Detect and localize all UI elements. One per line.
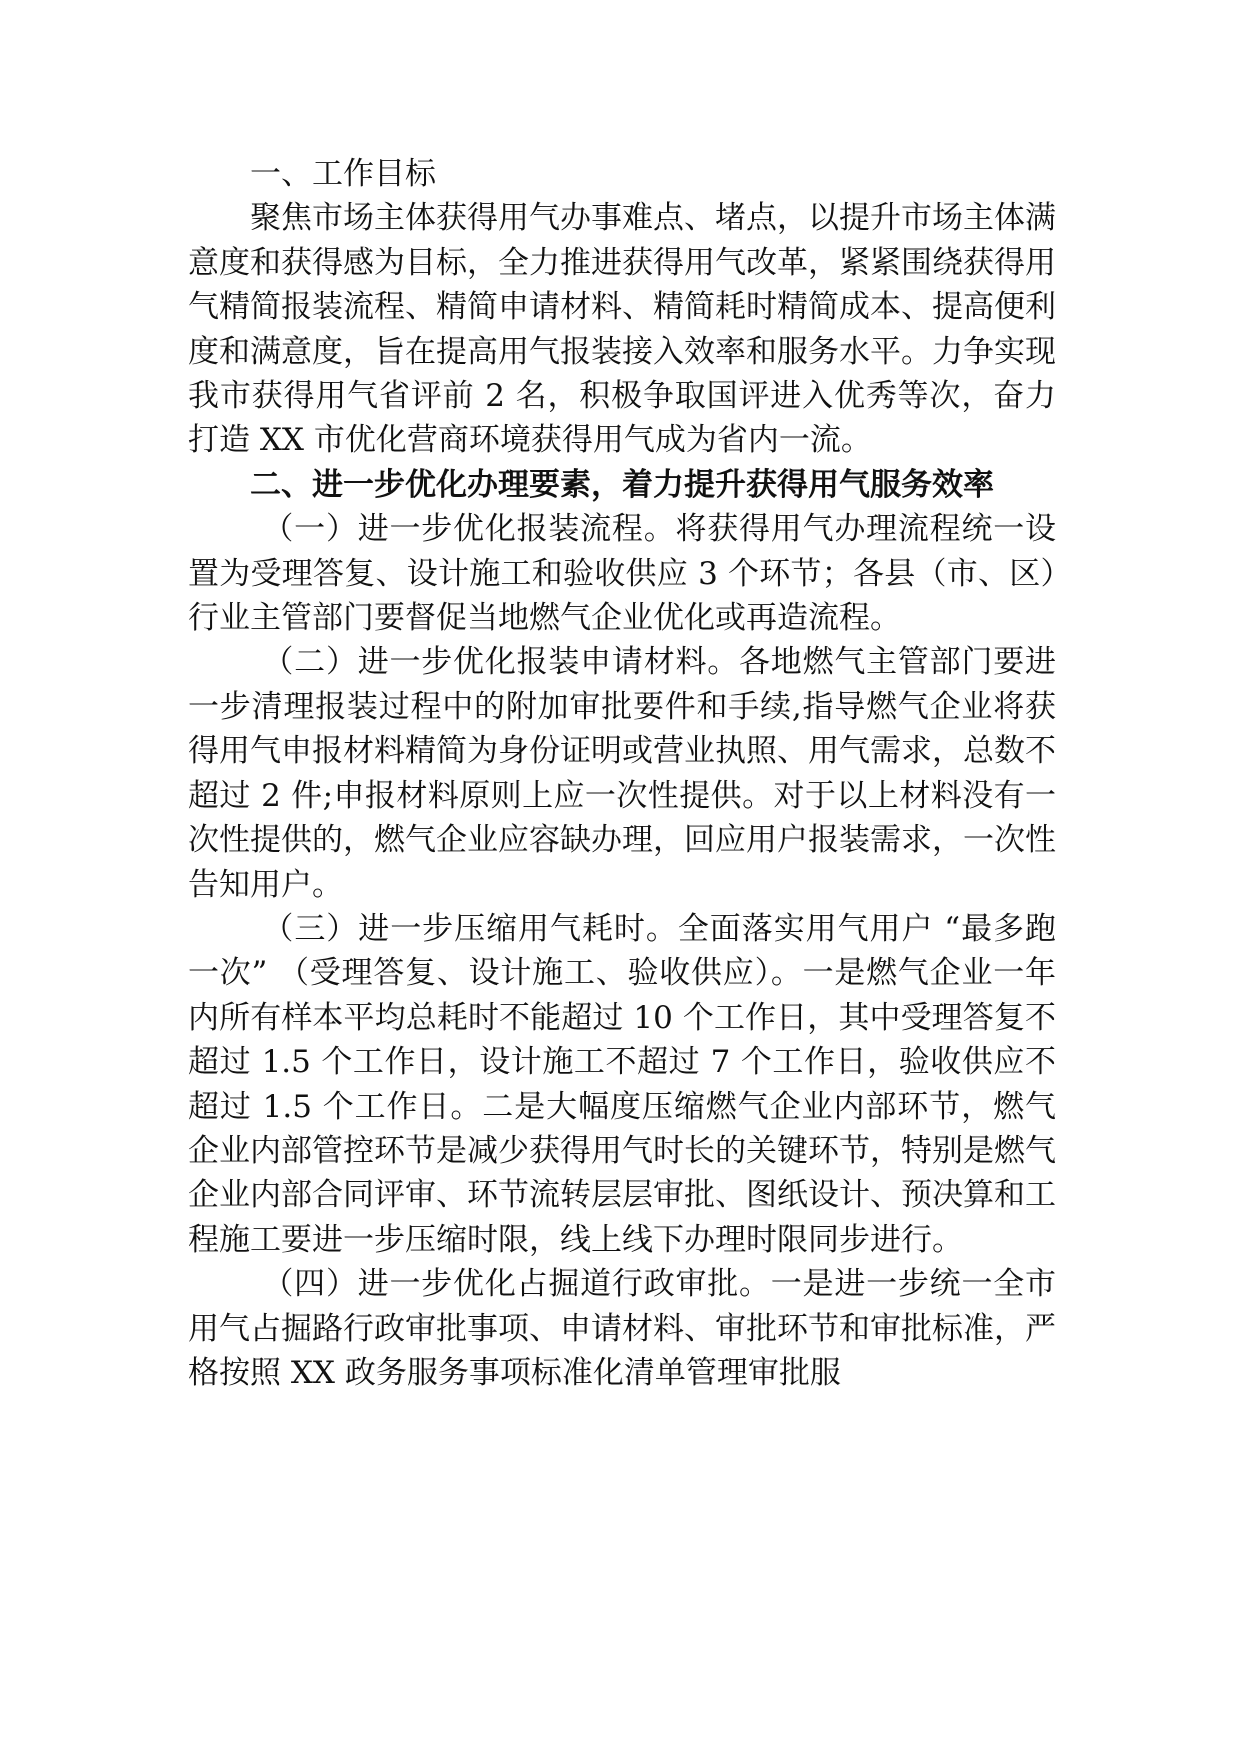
document-body — [188, 152, 1056, 1395]
paragraph-goals-body: 聚焦市场主体获得用气办事难点、堵点，以提升市场主体满意度和获得感为目标，全力推进获得用气改革，紧紧围绕获得用气精简报装流程、精简申请材料、精简耗时精简成本、提高便利度和满意度，旨在提高用气报装接入效率和服务水平。力争实现我市获得用气省评前 2 名，积极争取国评进入优秀等次，奋力打造 XX 市优化营商环境获得用气成为省内一流。 — [188, 200, 1056, 459]
paragraph-item-1-process: （一）进一步优化报装流程。将获得用气办理流程统一设置为受理答复、设计施工和验收供应 3 个环节；各县（市、区）行业主管部门要督促当地燃气企业优化或再造流程。 — [188, 511, 1056, 637]
paragraph-item-3-time: （三）进一步压缩用气耗时。全面落实用气用户 “最多跑一次” （受理答复、设计施工、验收供应）。一是燃气企业一年内所有样本平均总耗时不能超过 10 个工作日，其中受理答复不超过 1.5 个工作日，设计施工不超过 7 个工作日，验收供应不超过 1.5 个工作日。二是大幅度压缩燃气企业内部环节，燃气企业内部管控环节是减少获得用气时长的关键环节，特别是燃气企业内部合同评审、环节流转层层审批、图纸设计、预决算和工程施工要进一步压缩时限，线上线下办理时限同步进行。 — [188, 910, 1056, 1258]
paragraph-item-4-approval: （四）进一步优化占掘道行政审批。一是进一步统一全市用气占掘路行政审批事项、申请材料、审批环节和审批标准，严格按照 XX 政务服务事项标准化清单管理审批服 — [188, 1266, 1056, 1391]
paragraph-item-2-materials: （二）进一步优化报装申请材料。各地燃气主管部门要进一步清理报装过程中的附加审批要件和手续,指导燃气企业将获得用气申报材料精简为身份证明或营业执照、用气需求，总数不超过 2 件;申报材料原则上应一次性提供。对于以上材料没有一次性提供的，燃气企业应容缺办理，回应用户报装需求，一次性告知用户。 — [188, 644, 1056, 903]
section-heading-work-goals: 一、工作目标 — [250, 156, 436, 192]
section-heading-optimize-elements: 二、进一步优化办理要素，着力提升获得用气服务效率 — [250, 466, 994, 503]
